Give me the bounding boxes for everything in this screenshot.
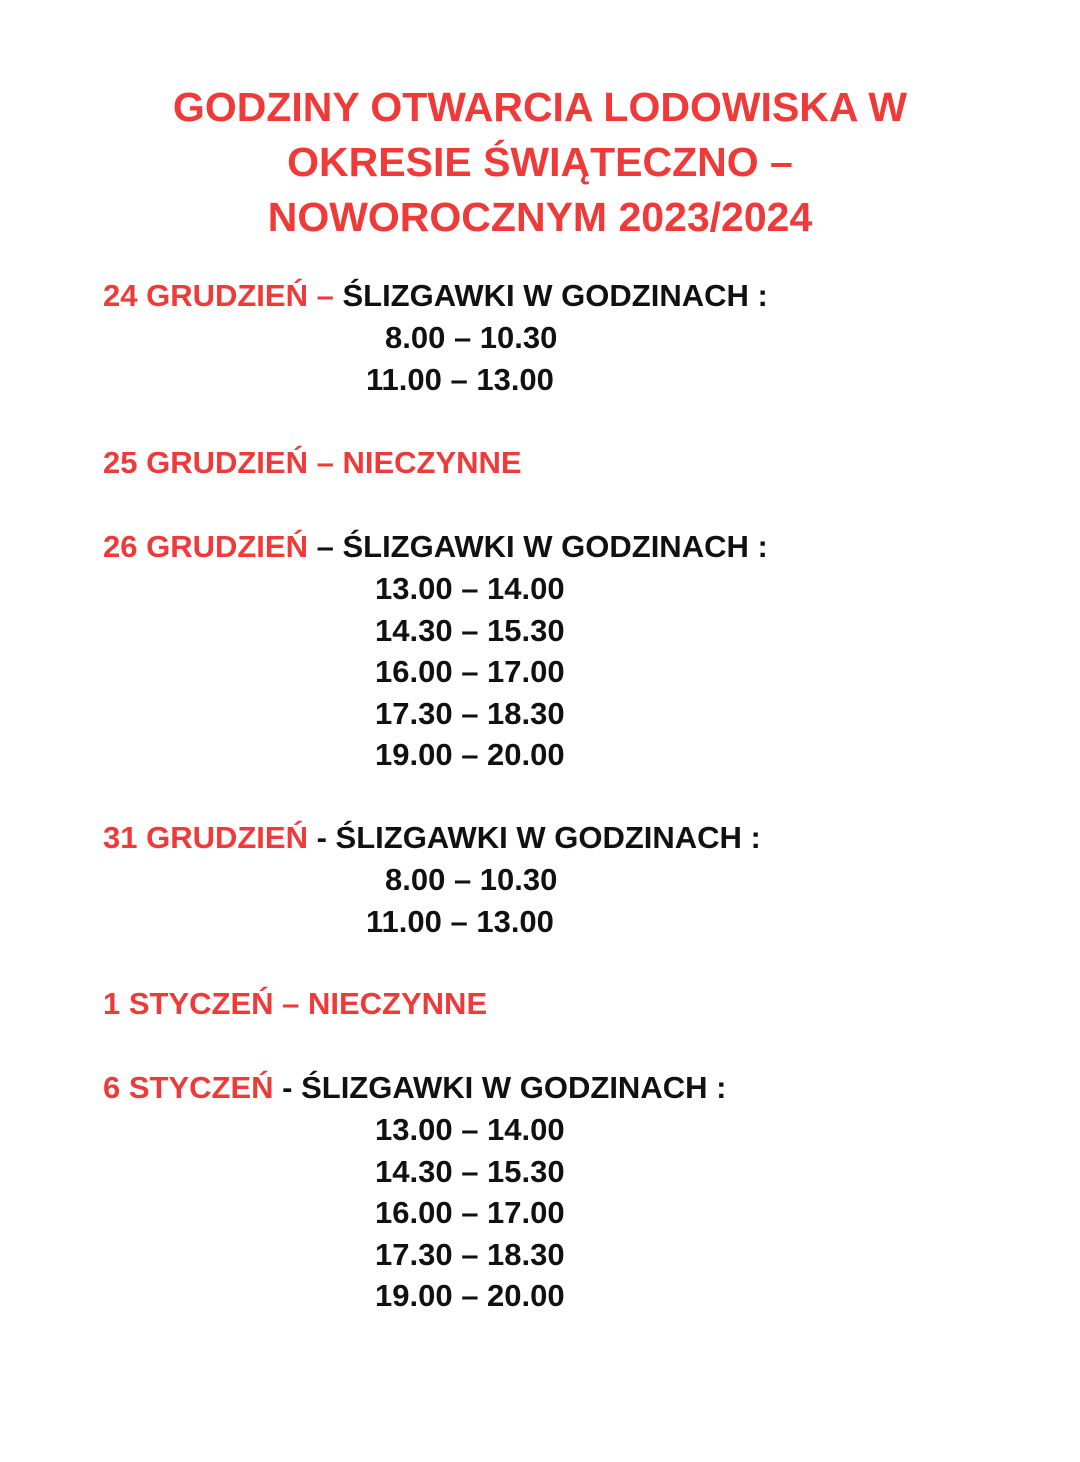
time-slot: 14.30 – 15.30 — [375, 1154, 565, 1189]
entry-date: 26 GRUDZIEŃ — [103, 529, 308, 564]
entry-description: ŚLIZGAWKI W GODZINACH : — [333, 278, 768, 313]
time-slot: 13.00 – 14.00 — [375, 571, 565, 606]
entry-date: 31 GRUDZIEŃ — [103, 820, 308, 855]
title-line-1: GODZINY OTWARCIA LODOWISKA W — [172, 84, 908, 130]
time-slot: 19.00 – 20.00 — [375, 737, 565, 772]
entry-26-grudzien — [103, 527, 768, 567]
page-title — [0, 80, 1080, 245]
time-slot: 8.00 – 10.30 — [385, 862, 558, 897]
entry-description: - ŚLIZGAWKI W GODZINACH : — [307, 820, 761, 855]
title-line-2: OKRESIE ŚWIĄTECZNO – — [287, 139, 793, 185]
entry-24-grudzien — [103, 276, 768, 316]
entry-1-styczen — [103, 984, 487, 1024]
time-slot: 14.30 – 15.30 — [375, 613, 565, 648]
entry-date: 25 GRUDZIEŃ – NIECZYNNE — [103, 445, 522, 480]
time-slot: 17.30 – 18.30 — [375, 1237, 565, 1272]
entry-date: 6 STYCZEŃ — [103, 1070, 274, 1105]
entry-date: 24 GRUDZIEŃ – — [103, 278, 334, 313]
entry-25-grudzien — [103, 443, 522, 483]
entry-6-styczen — [103, 1068, 726, 1108]
entry-description: – ŚLIZGAWKI W GODZINACH : — [307, 529, 768, 564]
time-slot: 8.00 – 10.30 — [385, 320, 558, 355]
time-slot: 17.30 – 18.30 — [375, 696, 565, 731]
time-slot: 16.00 – 17.00 — [375, 1195, 565, 1230]
time-slot: 16.00 – 17.00 — [375, 654, 565, 689]
entry-description: - ŚLIZGAWKI W GODZINACH : — [273, 1070, 727, 1105]
title-line-3: NOWOROCZNYM 2023/2024 — [267, 194, 813, 240]
time-slot: 11.00 – 13.00 — [366, 362, 554, 397]
time-slot: 11.00 – 13.00 — [366, 904, 554, 939]
entry-date: 1 STYCZEŃ – NIECZYNNE — [103, 986, 488, 1021]
entry-31-grudzien — [103, 818, 761, 858]
time-slot: 19.00 – 20.00 — [375, 1278, 565, 1313]
time-slot: 13.00 – 14.00 — [375, 1112, 565, 1147]
